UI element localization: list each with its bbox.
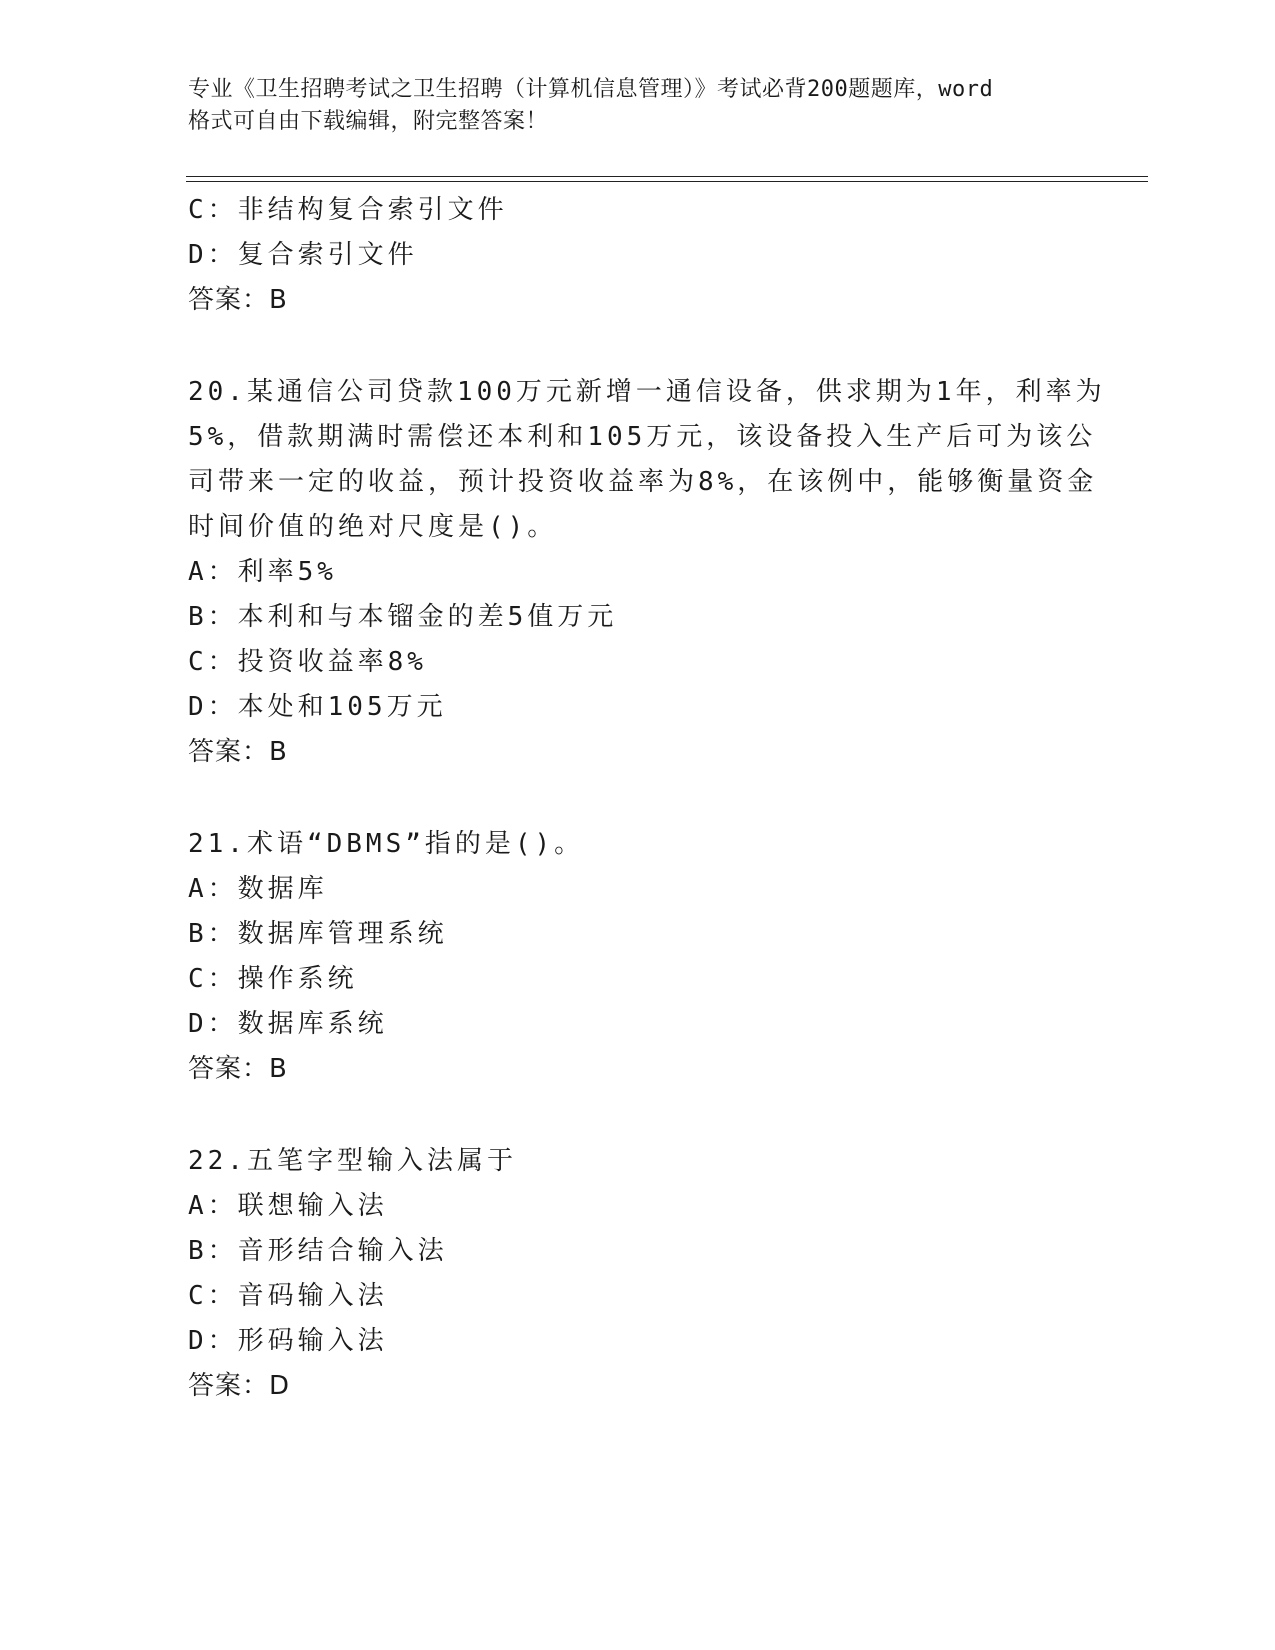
question-list (188, 188, 1106, 1409)
option-d: D：本处和105万元 (188, 692, 447, 722)
header-divider-bottom (186, 181, 1148, 182)
option-a: A：利率5% (188, 557, 337, 587)
document-header (188, 74, 1088, 138)
header-line-1: 专业《卫生招聘考试之卫生招聘（计算机信息管理）》考试必背200题题库，word (188, 77, 994, 102)
header-divider-top (186, 176, 1148, 177)
option-d: D：复合索引文件 (188, 240, 418, 270)
option-c: C：投资收益率8% (188, 647, 427, 677)
answer-line: 答案：B (188, 1054, 288, 1084)
option-b: B：数据库管理系统 (188, 919, 448, 949)
option-d: D：形码输入法 (188, 1326, 388, 1356)
option-c: C：非结构复合索引文件 (188, 195, 508, 225)
question-stem-line: 20.某通信公司贷款100万元新增一通信设备，供求期为1年，利率为 (188, 377, 1106, 407)
option-b: B：本利和与本镏金的差5值万元 (188, 602, 618, 632)
question-stem-line: 时间价值的绝对尺度是()。 (188, 512, 558, 542)
answer-line: 答案：B (188, 737, 288, 767)
option-b: B：音形结合输入法 (188, 1236, 448, 1266)
option-c: C：音码输入法 (188, 1281, 388, 1311)
answer-line: 答案：D (188, 1371, 291, 1401)
previous-question-tail (188, 188, 1088, 323)
header-line-2: 格式可自由下载编辑，附完整答案！ (188, 109, 549, 134)
option-c: C：操作系统 (188, 964, 358, 994)
question-21 (188, 822, 1088, 1092)
question-22 (188, 1139, 1088, 1409)
question-stem-line: 司带来一定的收益，预计投资收益率为8%，在该例中，能够衡量资金 (188, 467, 1098, 497)
answer-line: 答案：B (188, 285, 288, 315)
question-20 (188, 370, 1106, 775)
question-stem-line: 21.术语“DBMS”指的是()。 (188, 829, 585, 859)
option-a: A：联想输入法 (188, 1191, 388, 1221)
option-a: A：数据库 (188, 874, 328, 904)
option-d: D：数据库系统 (188, 1009, 388, 1039)
question-stem-line: 22.五笔字型输入法属于 (188, 1146, 517, 1176)
question-stem-line: 5%，借款期满时需偿还本利和105万元，该设备投入生产后可为该公 (188, 422, 1097, 452)
